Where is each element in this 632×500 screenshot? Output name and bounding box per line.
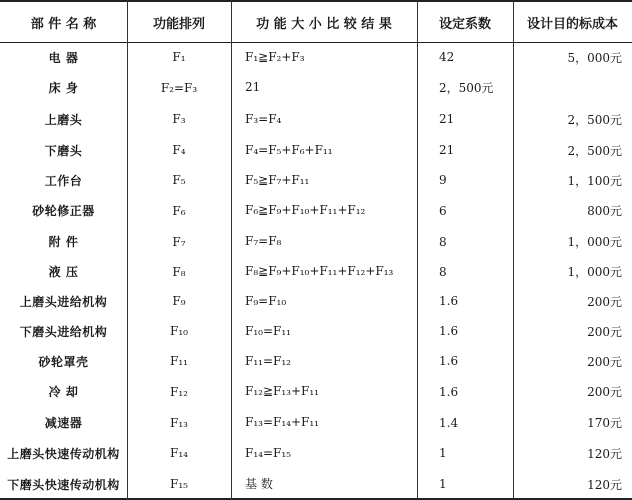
- function-order: F₁₂: [170, 384, 188, 399]
- comparison-result: F₁₄=F₁₅: [245, 445, 291, 460]
- comparison-result: 基 数: [245, 476, 273, 491]
- part-name: 上磨头: [44, 112, 83, 127]
- function-order: F₁₀: [170, 324, 188, 338]
- part-name: 电 器: [48, 50, 79, 65]
- target-cost: [513, 72, 632, 103]
- function-order: F₇: [172, 234, 186, 249]
- part-name: 砂轮修正器: [32, 204, 95, 218]
- table-row: [0, 165, 632, 195]
- table-row: [0, 316, 632, 346]
- part-name: 下磨头进给机构: [19, 324, 108, 339]
- coefficient: 6: [439, 203, 447, 218]
- table-header: [0, 2, 632, 43]
- comparison-result: F₁≧F₂+F₃: [245, 49, 305, 64]
- table-row: [0, 376, 632, 407]
- comparison-result: F₅≧F₇+F₁₁: [245, 172, 310, 187]
- comparison-result: F₆≧F₉+F₁₀+F₁₁+F₁₂: [245, 203, 366, 217]
- comparison-result: F₁₃=F₁₄+F₁₁: [245, 415, 319, 429]
- comparison-result: F₇=F₈: [245, 234, 282, 248]
- part-name: 下磨头: [44, 143, 83, 158]
- comparison-result: F₄=F₅+F₆+F₁₁: [245, 142, 333, 157]
- column-divider: [513, 0, 514, 500]
- table-row: [0, 286, 632, 316]
- coefficient: 1.4: [439, 415, 459, 430]
- coefficient: 1: [439, 446, 447, 460]
- table-row: [0, 346, 632, 376]
- table-row: [0, 103, 632, 135]
- function-order: F₃: [172, 112, 186, 126]
- table-row: [0, 257, 632, 286]
- target-cost: 120元: [587, 446, 622, 461]
- target-cost: 800元: [587, 204, 622, 218]
- target-cost: 5，000元: [567, 50, 622, 65]
- coefficient: 2，500元: [439, 81, 494, 95]
- coefficient: 9: [439, 173, 447, 187]
- function-order: F₄: [172, 143, 186, 157]
- table-row: [0, 438, 632, 468]
- comparison-result: 21: [245, 80, 261, 94]
- coefficient: 1.6: [439, 384, 459, 399]
- column-divider: [417, 0, 418, 500]
- part-name: 工作台: [44, 173, 83, 188]
- target-cost: 1，000元: [567, 265, 622, 279]
- table-row: [0, 72, 632, 103]
- target-cost: 120元: [587, 477, 622, 492]
- target-cost: 2，500元: [567, 143, 622, 158]
- table-row: [0, 135, 632, 165]
- coefficient: 21: [439, 143, 455, 157]
- target-cost: 2，500元: [567, 112, 622, 127]
- header-function-order: 功能排列: [152, 16, 205, 32]
- header-part-name: 部 件 名 称: [30, 16, 97, 32]
- target-cost: 200元: [587, 385, 622, 399]
- part-name: 附 件: [48, 235, 79, 249]
- table-row: [0, 468, 632, 500]
- comparison-result: F₈≧F₉+F₁₀+F₁₁+F₁₂+F₁₃: [245, 264, 394, 278]
- part-name: 冷 却: [48, 385, 79, 399]
- function-order: F₂=F₃: [160, 80, 198, 95]
- function-order: F₁₃: [170, 415, 188, 430]
- column-divider: [127, 0, 128, 500]
- coefficient: 42: [439, 50, 455, 64]
- coefficient: 1: [439, 477, 447, 491]
- function-order: F₆: [172, 203, 186, 218]
- coefficient: 8: [439, 264, 447, 279]
- table-row: [0, 407, 632, 438]
- column-divider: [231, 0, 232, 500]
- comparison-result: F₁₁=F₁₂: [245, 353, 291, 368]
- coefficient: 1.6: [439, 354, 459, 368]
- target-cost: 200元: [587, 294, 622, 309]
- function-order: F₉: [172, 294, 186, 308]
- comparison-result: F₁₂≧F₁₃+F₁₁: [245, 384, 319, 398]
- coefficient: 8: [439, 234, 447, 249]
- target-cost: 1，100元: [567, 173, 622, 188]
- target-cost: 200元: [587, 354, 622, 369]
- target-cost: 170元: [587, 416, 622, 430]
- function-order: F₈: [172, 264, 186, 279]
- comparison-result: F₃=F₄: [245, 111, 282, 126]
- header-comparison: 功 能 大 小 比 较 结 果: [256, 16, 392, 32]
- table-row: [0, 226, 632, 257]
- function-order: F₁: [172, 50, 186, 64]
- comparison-result: F₉=F₁₀: [245, 293, 287, 308]
- target-cost: 200元: [587, 324, 622, 339]
- function-order: F₁₄: [170, 446, 188, 460]
- function-order: F₅: [172, 173, 186, 187]
- target-cost: 1，000元: [567, 235, 622, 249]
- part-name: 床 身: [48, 81, 79, 95]
- table-row: [0, 42, 632, 72]
- part-name: 上磨头快速传动机构: [7, 446, 120, 461]
- coefficient: 1.6: [439, 324, 459, 338]
- function-order: F₁₅: [170, 477, 188, 491]
- part-name: 砂轮罩壳: [38, 354, 89, 369]
- part-name: 液 压: [48, 265, 79, 279]
- part-name: 上磨头进给机构: [19, 294, 108, 309]
- comparison-result: F₁₀=F₁₁: [245, 323, 291, 338]
- header-target-cost: 设计目的标成本: [526, 16, 618, 32]
- header-coefficient: 设定系数: [438, 16, 491, 32]
- part-name: 减速器: [44, 416, 83, 430]
- coefficient: 21: [439, 112, 455, 126]
- part-name: 下磨头快速传动机构: [7, 477, 120, 492]
- table-row: [0, 195, 632, 226]
- function-order: F₁₁: [170, 354, 188, 368]
- coefficient: 1.6: [439, 294, 459, 308]
